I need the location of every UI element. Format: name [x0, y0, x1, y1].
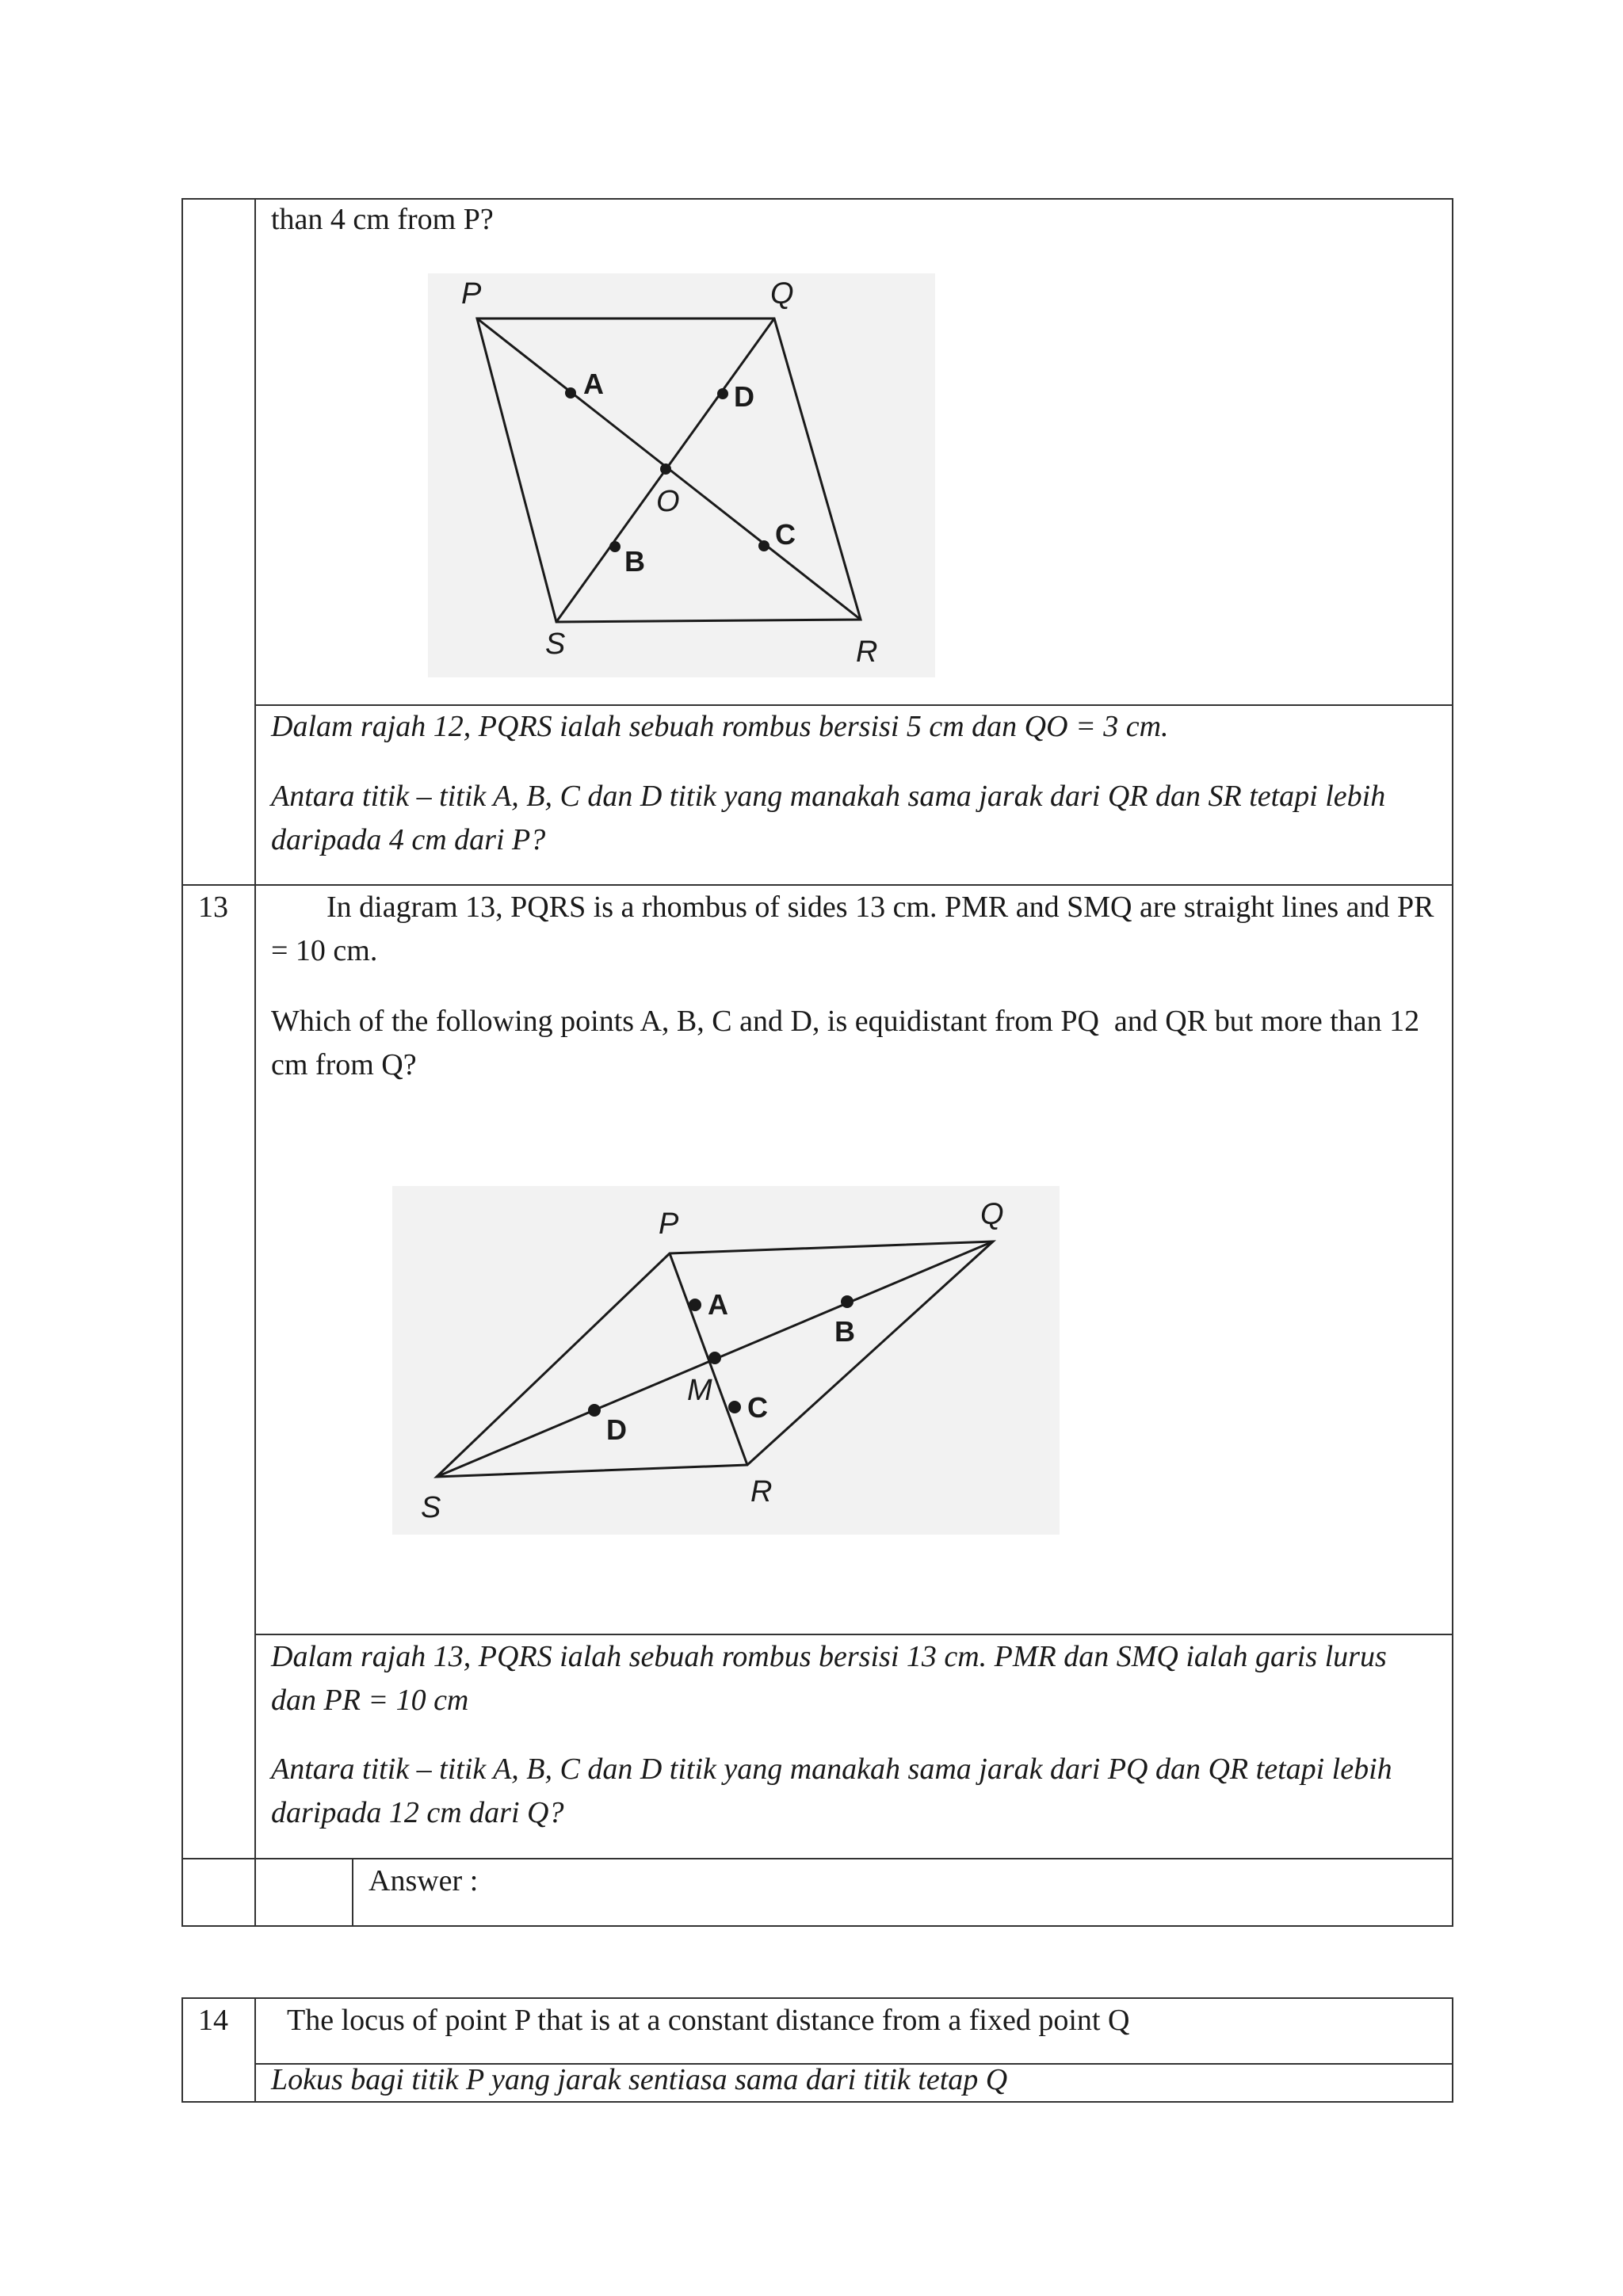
q13-number: 13 [198, 891, 228, 924]
q13-english-line1-text: In diagram 13, PQRS is a rhombus of sides 13 cm. PMR and SMQ are straight lines and PR = 10 cm. [271, 891, 1442, 967]
point-c-label: C [747, 1391, 768, 1424]
vertex-p-label: P [461, 277, 482, 311]
point-c-dot [758, 540, 769, 551]
point-d-label: D [734, 380, 754, 413]
q14-english: The locus of point P that is at a constant distance from a fixed point Q [287, 2004, 1130, 2037]
q13-english-line2: Which of the following points A, B, C and D, is equidistant from PQ and QR but more than 12 cm from Q? [271, 1005, 1427, 1081]
vertex-p-label: P [659, 1207, 679, 1241]
point-a-dot [689, 1299, 701, 1311]
vertex-r-label: R [856, 635, 878, 669]
vertex-q-label: Q [770, 277, 794, 311]
q14-number: 14 [198, 2004, 228, 2037]
point-c-label: C [775, 518, 796, 551]
q13-malay-line1: Dalam rajah 13, PQRS ialah sebuah rombus bersisi 13 cm. PMR dan SMQ ialah garis lurus dan PR = 10 cm [271, 1640, 1395, 1717]
q13-malay-line2: Antara titik – titik A, B, C dan D titik yang manakah sama jarak dari PQ dan QR tetapi lebih daripada 12 cm dari Q? [271, 1753, 1400, 1829]
point-b-dot [841, 1295, 854, 1308]
point-a-dot [565, 387, 576, 399]
center-o-label: O [656, 485, 680, 518]
q12-malay-line1: Dalam rajah 12, PQRS ialah sebuah rombus bersisi 5 cm dan QO = 3 cm. [271, 710, 1169, 743]
point-c-dot [728, 1401, 741, 1413]
vertex-r-label: R [750, 1475, 773, 1508]
center-m-label: M [687, 1374, 712, 1407]
answer-label: Answer : [369, 1864, 479, 1897]
point-b-label: B [834, 1315, 855, 1348]
point-b-dot [609, 541, 621, 552]
number-column-divider [254, 198, 256, 1927]
point-a-label: A [583, 368, 604, 400]
q13-rhombus-diagram [392, 1186, 1060, 1535]
point-m-dot [708, 1352, 721, 1364]
figure-background [392, 1186, 1060, 1535]
point-a-label: A [708, 1288, 728, 1321]
q14-malay: Lokus bagi titik P yang jarak sentiasa sama dari titik tetap Q [271, 2063, 1008, 2096]
number-column-divider-q14 [254, 1997, 256, 2103]
vertex-s-label: S [545, 627, 566, 661]
vertex-q-label: Q [980, 1198, 1004, 1231]
answer-cell-divider [352, 1858, 353, 1927]
point-o-dot [660, 463, 671, 475]
point-d-dot [717, 388, 728, 399]
point-b-label: B [624, 545, 645, 578]
q12-rhombus-diagram [428, 273, 935, 677]
q12-english-tail: than 4 cm from P? [271, 203, 494, 236]
q12-malay-line2: Antara titik – titik A, B, C dan D titik yang manakah sama jarak dari QR dan SR tetapi lebih daripada 4 cm dari P? [271, 780, 1393, 856]
q13-english-line1 [271, 886, 1442, 973]
point-d-label: D [606, 1413, 627, 1446]
vertex-s-label: S [421, 1491, 441, 1524]
point-d-dot [588, 1404, 601, 1417]
